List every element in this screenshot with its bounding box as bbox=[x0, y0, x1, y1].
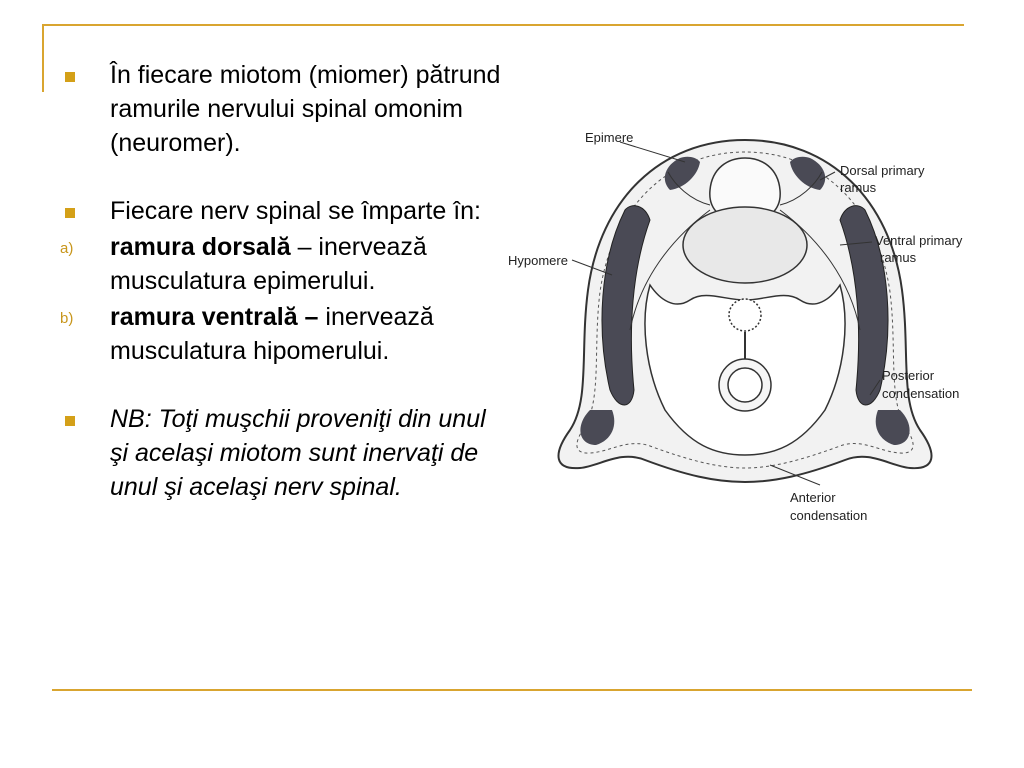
square-bullet-icon bbox=[65, 72, 75, 82]
label-ventral-2: ramus bbox=[880, 250, 917, 265]
sub-item bbox=[60, 300, 510, 368]
sub-item-bold: ramura dorsală bbox=[110, 233, 291, 261]
label-dorsal-2: ramus bbox=[840, 180, 877, 195]
embryo-cross-section-figure bbox=[500, 110, 990, 550]
sub-item-rest: inervează musculatura hipomerului. bbox=[110, 303, 434, 365]
square-bullet-icon bbox=[65, 416, 75, 426]
gut-inner bbox=[728, 368, 762, 402]
square-bullet-icon bbox=[65, 208, 75, 218]
label-epimere: Epimere bbox=[585, 130, 634, 145]
label-anterior-1: Anterior bbox=[790, 490, 836, 505]
label-hypomere: Hypomere bbox=[508, 253, 568, 268]
bullet-item bbox=[60, 402, 510, 504]
top-rule bbox=[44, 24, 964, 26]
vertebral-body bbox=[683, 207, 807, 283]
bullet-item bbox=[60, 194, 510, 228]
label-ventral-1: Ventral primary bbox=[875, 233, 963, 248]
aorta bbox=[729, 299, 761, 331]
note-text: NB: Toţi muşchii proveniţi din unul şi acelaşi miotom sunt inervaţi de unul şi acelaşi nerv spinal. bbox=[110, 405, 486, 501]
sub-item-marker: a) bbox=[60, 240, 74, 257]
slide-text bbox=[60, 58, 510, 504]
bottom-rule bbox=[52, 689, 972, 691]
bullet-item bbox=[60, 58, 510, 160]
bullet-text: Fiecare nerv spinal se împarte în: bbox=[110, 197, 481, 225]
sub-item-bold: ramura ventrală – bbox=[110, 303, 319, 331]
label-posterior-2: condensation bbox=[882, 386, 960, 401]
label-posterior-1: Posterior bbox=[882, 368, 935, 383]
cross-section-diagram bbox=[500, 110, 990, 550]
sub-item-marker: b) bbox=[60, 310, 74, 327]
bullet-text: În fiecare miotom (miomer) pătrund ramurile nervului spinal omonim (neuromer). bbox=[110, 61, 501, 157]
label-anterior-2: condensation bbox=[790, 508, 868, 523]
label-dorsal-1: Dorsal primary bbox=[840, 163, 925, 178]
sub-item bbox=[60, 230, 510, 298]
left-rule bbox=[42, 24, 44, 92]
sub-item-rest: – inervează musculatura epimerului. bbox=[110, 233, 427, 295]
